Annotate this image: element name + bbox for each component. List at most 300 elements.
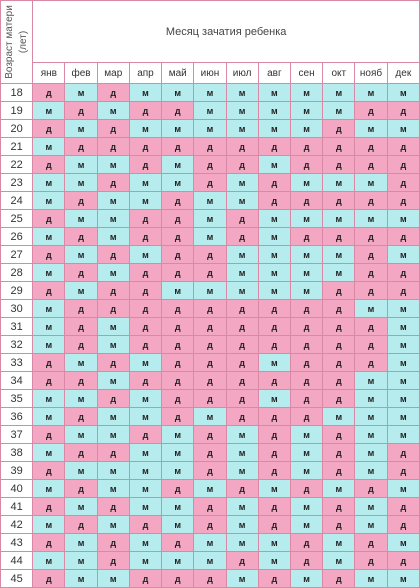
mother-age-cell: 41 [1,498,33,516]
girl-cell: д [226,372,258,390]
table-row [1,480,420,498]
girl-cell: д [65,444,97,462]
boy-cell: м [387,480,419,498]
mother-age-cell: 43 [1,534,33,552]
boy-cell: м [226,516,258,534]
girl-cell: д [97,246,129,264]
girl-cell: д [226,552,258,570]
girl-cell: д [387,282,419,300]
girl-cell: д [162,246,194,264]
boy-cell: м [226,534,258,552]
girl-cell: д [97,174,129,192]
month-header-11: дек [387,63,419,84]
girl-cell: д [65,228,97,246]
girl-cell: д [226,300,258,318]
boy-cell: м [258,156,290,174]
boy-cell: м [258,264,290,282]
boy-cell: м [323,408,355,426]
boy-cell: м [290,444,322,462]
boy-cell: м [387,570,419,588]
girl-cell: д [387,264,419,282]
boy-cell: м [194,552,226,570]
girl-cell: д [129,372,161,390]
boy-cell: м [129,174,161,192]
table-row [1,192,420,210]
mother-age-cell: 22 [1,156,33,174]
girl-cell: д [387,192,419,210]
mother-age-cell: 26 [1,228,33,246]
table-row [1,120,420,138]
boy-cell: м [33,390,65,408]
month-header-row [1,63,420,84]
girl-cell: д [323,156,355,174]
boy-cell: м [194,480,226,498]
boy-cell: м [194,192,226,210]
boy-cell: м [129,498,161,516]
boy-cell: м [97,210,129,228]
table-row [1,462,420,480]
boy-cell: м [355,516,387,534]
girl-cell: д [355,282,387,300]
girl-cell: д [290,138,322,156]
girl-cell: д [387,102,419,120]
boy-cell: м [323,264,355,282]
boy-cell: м [162,462,194,480]
girl-cell: д [129,138,161,156]
boy-cell: м [355,84,387,102]
girl-cell: д [226,138,258,156]
girl-cell: д [33,498,65,516]
boy-cell: м [258,282,290,300]
girl-cell: д [258,318,290,336]
boy-cell: м [194,534,226,552]
girl-cell: д [97,444,129,462]
boy-cell: м [33,480,65,498]
girl-cell: д [97,354,129,372]
table-row [1,336,420,354]
boy-cell: м [194,228,226,246]
girl-cell: д [355,534,387,552]
girl-cell: д [129,156,161,174]
girl-cell: д [387,444,419,462]
girl-cell: д [65,516,97,534]
girl-cell: д [65,480,97,498]
girl-cell: д [226,210,258,228]
girl-cell: д [65,408,97,426]
boy-cell: м [290,426,322,444]
girl-cell: д [194,318,226,336]
girl-cell: д [323,228,355,246]
boy-cell: м [258,354,290,372]
girl-cell: д [258,408,290,426]
table-row [1,534,420,552]
boy-cell: м [65,426,97,444]
boy-cell: м [97,480,129,498]
boy-cell: м [129,246,161,264]
girl-cell: д [355,228,387,246]
month-header-7: авг [258,63,290,84]
girl-cell: д [65,264,97,282]
girl-cell: д [290,408,322,426]
mother-age-cell: 31 [1,318,33,336]
boy-cell: м [387,210,419,228]
boy-cell: м [290,570,322,588]
boy-cell: м [129,390,161,408]
girl-cell: д [33,84,65,102]
boy-cell: м [194,84,226,102]
girl-cell: д [355,102,387,120]
mother-age-cell: 40 [1,480,33,498]
boy-cell: м [129,534,161,552]
girl-cell: д [194,174,226,192]
girl-cell: д [355,552,387,570]
girl-cell: д [194,354,226,372]
boy-cell: м [129,84,161,102]
boy-cell: м [129,192,161,210]
boy-cell: м [323,534,355,552]
boy-cell: м [290,84,322,102]
mother-age-axis-label [1,1,33,84]
girl-cell: д [65,102,97,120]
girl-cell: д [258,372,290,390]
month-header-0: янв [33,63,65,84]
girl-cell: д [387,462,419,480]
mother-age-cell: 35 [1,390,33,408]
girl-cell: д [129,426,161,444]
table-row [1,102,420,120]
girl-cell: д [162,534,194,552]
boy-cell: м [355,174,387,192]
boy-cell: м [97,516,129,534]
table-row [1,552,420,570]
girl-cell: д [258,462,290,480]
girl-cell: д [290,552,322,570]
boy-cell: м [355,498,387,516]
girl-cell: д [355,156,387,174]
boy-cell: м [65,570,97,588]
table-row [1,372,420,390]
girl-cell: д [323,372,355,390]
girl-cell: д [33,120,65,138]
girl-cell: д [129,282,161,300]
girl-cell: д [97,84,129,102]
girl-cell: д [323,462,355,480]
girl-cell: д [226,156,258,174]
girl-cell: д [387,138,419,156]
boy-cell: м [65,174,97,192]
girl-cell: д [355,480,387,498]
boy-cell: м [387,534,419,552]
boy-cell: м [226,282,258,300]
boy-cell: м [355,210,387,228]
boy-cell: м [323,246,355,264]
table-row [1,408,420,426]
boy-cell: м [355,444,387,462]
girl-cell: д [129,102,161,120]
girl-cell: д [194,156,226,174]
table-row [1,300,420,318]
girl-cell: д [387,228,419,246]
boy-cell: м [129,552,161,570]
boy-cell: м [258,120,290,138]
boy-cell: м [355,408,387,426]
boy-cell: м [290,246,322,264]
mother-age-cell: 24 [1,192,33,210]
girl-cell: д [97,390,129,408]
boy-cell: м [97,408,129,426]
girl-cell: д [226,390,258,408]
girl-cell: д [129,570,161,588]
girl-cell: д [226,480,258,498]
boy-cell: м [33,264,65,282]
boy-cell: м [65,84,97,102]
girl-cell: д [129,336,161,354]
boy-cell: м [387,336,419,354]
girl-cell: д [258,444,290,462]
month-header-5: июн [194,63,226,84]
table-row [1,570,420,588]
mother-age-cell: 34 [1,372,33,390]
boy-cell: м [355,372,387,390]
girl-cell: д [33,570,65,588]
boy-cell: м [33,552,65,570]
boy-cell: м [355,120,387,138]
girl-cell: д [162,480,194,498]
mother-age-cell: 37 [1,426,33,444]
girl-cell: д [258,570,290,588]
boy-cell: м [129,462,161,480]
boy-cell: м [65,390,97,408]
boy-cell: м [33,174,65,192]
mother-age-cell: 27 [1,246,33,264]
boy-cell: м [226,120,258,138]
boy-cell: м [258,210,290,228]
boy-cell: м [258,246,290,264]
girl-cell: д [290,480,322,498]
table-row [1,156,420,174]
boy-cell: м [194,210,226,228]
boy-cell: м [162,498,194,516]
boy-cell: м [387,300,419,318]
girl-cell: д [194,426,226,444]
girl-cell: д [33,282,65,300]
boy-cell: м [387,318,419,336]
table-row [1,228,420,246]
girl-cell: д [323,318,355,336]
girl-cell: д [129,318,161,336]
girl-cell: д [65,372,97,390]
boy-cell: м [162,552,194,570]
boy-cell: м [65,462,97,480]
girl-cell: д [290,318,322,336]
girl-cell: д [387,516,419,534]
boy-cell: м [97,336,129,354]
girl-cell: д [97,498,129,516]
month-header-9: окт [323,63,355,84]
mother-age-cell: 32 [1,336,33,354]
boy-cell: м [258,390,290,408]
girl-cell: д [162,228,194,246]
girl-cell: д [162,372,194,390]
girl-cell: д [162,192,194,210]
boy-cell: м [194,282,226,300]
girl-cell: д [258,300,290,318]
boy-cell: м [33,444,65,462]
boy-cell: м [323,102,355,120]
boy-cell: м [290,498,322,516]
girl-cell: д [323,282,355,300]
girl-cell: д [355,192,387,210]
table-row [1,84,420,102]
boy-cell: м [97,318,129,336]
girl-cell: д [162,264,194,282]
boy-cell: м [65,534,97,552]
month-header-2: мар [97,63,129,84]
girl-cell: д [33,534,65,552]
mother-age-cell: 36 [1,408,33,426]
mother-age-cell: 28 [1,264,33,282]
boy-cell: м [162,426,194,444]
boy-cell: м [129,480,161,498]
girl-cell: д [194,498,226,516]
girl-cell: д [129,300,161,318]
boy-cell: м [323,480,355,498]
boy-cell: м [33,138,65,156]
boy-cell: м [97,462,129,480]
boy-cell: м [162,84,194,102]
table-row [1,516,420,534]
boy-cell: м [162,282,194,300]
boy-cell: м [65,156,97,174]
girl-cell: д [194,462,226,480]
girl-cell: д [290,336,322,354]
month-header-8: сен [290,63,322,84]
girl-cell: д [323,354,355,372]
boy-cell: м [97,426,129,444]
boy-cell: м [258,228,290,246]
boy-cell: м [65,282,97,300]
girl-cell: д [194,264,226,282]
boy-cell: м [194,408,226,426]
girl-cell: д [323,498,355,516]
boy-cell: м [97,372,129,390]
boy-cell: м [162,156,194,174]
mother-age-cell: 20 [1,120,33,138]
girl-cell: д [258,516,290,534]
mother-age-cell: 45 [1,570,33,588]
boy-cell: м [387,246,419,264]
girl-cell: д [387,174,419,192]
boy-cell: м [65,552,97,570]
boy-cell: м [226,174,258,192]
boy-cell: м [387,390,419,408]
girl-cell: д [129,210,161,228]
boy-cell: м [355,462,387,480]
boy-cell: м [65,354,97,372]
boy-cell: м [323,552,355,570]
girl-cell: д [194,336,226,354]
boy-cell: м [33,318,65,336]
boy-cell: м [194,102,226,120]
girl-cell: д [290,228,322,246]
girl-cell: д [387,552,419,570]
table-row [1,444,420,462]
boy-cell: м [226,102,258,120]
boy-cell: м [387,426,419,444]
boy-cell: м [97,264,129,282]
boy-cell: м [65,210,97,228]
boy-cell: м [258,84,290,102]
girl-cell: д [97,120,129,138]
girl-cell: д [33,156,65,174]
boy-cell: м [97,192,129,210]
month-header-4: май [162,63,194,84]
boy-cell: м [290,516,322,534]
girl-cell: д [355,246,387,264]
boy-cell: м [226,498,258,516]
girl-cell: д [387,498,419,516]
girl-cell: д [226,408,258,426]
table-row [1,138,420,156]
mother-age-cell: 39 [1,462,33,480]
girl-cell: д [33,426,65,444]
girl-cell: д [65,138,97,156]
girl-cell: д [65,192,97,210]
girl-cell: д [258,426,290,444]
girl-cell: д [129,264,161,282]
girl-cell: д [33,246,65,264]
girl-cell: д [323,516,355,534]
girl-cell: д [33,372,65,390]
girl-cell: д [290,354,322,372]
table-row [1,174,420,192]
boy-cell: м [387,408,419,426]
table-row [1,246,420,264]
girl-cell: д [162,336,194,354]
boy-cell: м [290,264,322,282]
girl-cell: д [65,300,97,318]
girl-cell: д [97,138,129,156]
boy-cell: м [129,444,161,462]
girl-cell: д [162,210,194,228]
month-header-10: нояб [355,63,387,84]
girl-cell: д [194,516,226,534]
mother-age-cell: 18 [1,84,33,102]
girl-cell: д [290,300,322,318]
conception-month-title: Месяц зачатия ребенка [33,1,420,63]
boy-cell: м [129,120,161,138]
boy-cell: м [355,390,387,408]
girl-cell: д [162,138,194,156]
girl-cell: д [97,300,129,318]
girl-cell: д [355,318,387,336]
boy-cell: м [226,264,258,282]
table-row [1,426,420,444]
girl-cell: д [65,336,97,354]
boy-cell: м [33,336,65,354]
boy-cell: м [33,102,65,120]
girl-cell: д [33,210,65,228]
boy-cell: м [355,426,387,444]
month-header-3: апр [129,63,161,84]
mother-age-cell: 38 [1,444,33,462]
boy-cell: м [258,552,290,570]
girl-cell: д [129,516,161,534]
girl-cell: д [226,318,258,336]
boy-cell: м [162,516,194,534]
girl-cell: д [194,390,226,408]
girl-cell: д [290,372,322,390]
